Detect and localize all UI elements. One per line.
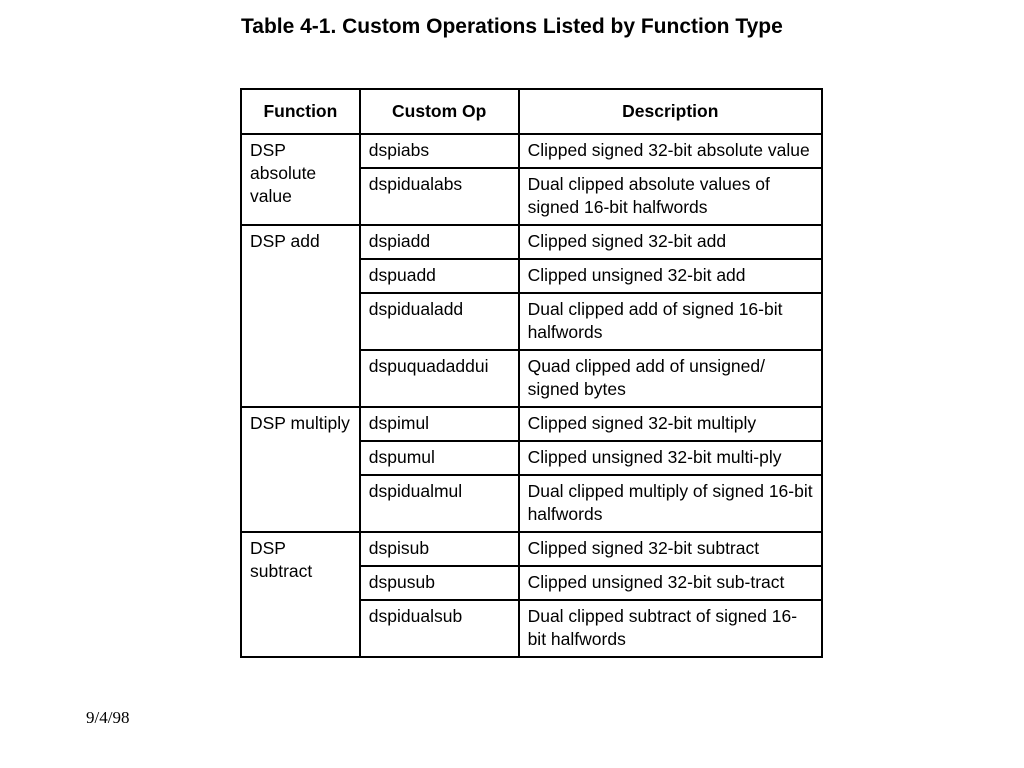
function-cell: DSP multiply (241, 407, 360, 532)
header-function: Function (241, 89, 360, 134)
description-cell: Clipped unsigned 32-bit add (519, 259, 822, 293)
table-row (241, 407, 822, 441)
custom-op-cell: dspumul (360, 441, 519, 475)
description-cell: Dual clipped absolute values of signed 16-bit halfwords (519, 168, 822, 225)
description-cell: Clipped signed 32-bit subtract (519, 532, 822, 566)
custom-op-cell: dspidualabs (360, 168, 519, 225)
custom-op-cell: dspiadd (360, 225, 519, 259)
function-cell: DSP add (241, 225, 360, 407)
description-cell: Clipped signed 32-bit absolute value (519, 134, 822, 168)
function-cell: DSP absolute value (241, 134, 360, 225)
description-cell: Clipped unsigned 32-bit multi-ply (519, 441, 822, 475)
custom-op-cell: dspidualadd (360, 293, 519, 350)
description-cell: Clipped signed 32-bit add (519, 225, 822, 259)
description-cell: Clipped signed 32-bit multiply (519, 407, 822, 441)
description-cell: Dual clipped subtract of signed 16-bit halfwords (519, 600, 822, 657)
table-title: Table 4-1. Custom Operations Listed by Function Type (241, 15, 783, 38)
header-description: Description (519, 89, 822, 134)
description-cell: Clipped unsigned 32-bit sub-tract (519, 566, 822, 600)
custom-op-cell: dspisub (360, 532, 519, 566)
custom-op-cell: dspimul (360, 407, 519, 441)
description-cell: Quad clipped add of unsigned/ signed bytes (519, 350, 822, 407)
custom-op-cell: dspusub (360, 566, 519, 600)
table-row (241, 225, 822, 259)
table-header-row (241, 89, 822, 134)
custom-operations-table (240, 88, 823, 658)
footer-date: 9/4/98 (86, 708, 130, 727)
header-custom-op: Custom Op (360, 89, 519, 134)
custom-op-cell: dspidualmul (360, 475, 519, 532)
function-cell: DSP subtract (241, 532, 360, 657)
custom-op-cell: dspuadd (360, 259, 519, 293)
custom-op-cell: dspidualsub (360, 600, 519, 657)
table-row (241, 134, 822, 168)
custom-op-cell: dspuquadaddui (360, 350, 519, 407)
table-row (241, 532, 822, 566)
description-cell: Dual clipped multiply of signed 16-bit halfwords (519, 475, 822, 532)
description-cell: Dual clipped add of signed 16-bit halfwords (519, 293, 822, 350)
custom-op-cell: dspiabs (360, 134, 519, 168)
